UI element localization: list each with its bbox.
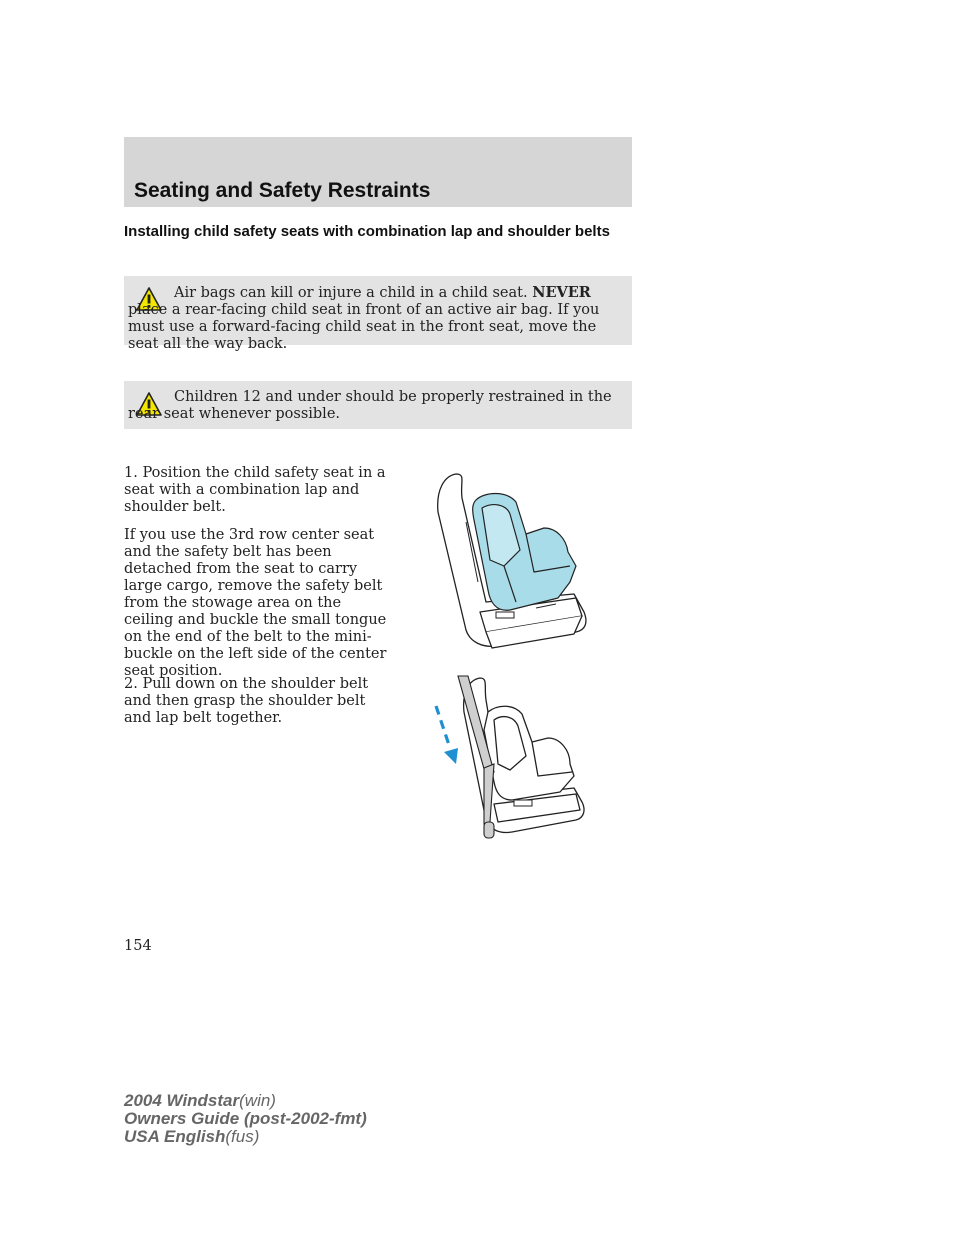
step-1-text: 1. Position the child safety seat in a seat with a combination lap and shoulder belt. xyxy=(124,465,386,515)
footer-line-1: 2004 Windstar(win) xyxy=(124,1091,276,1110)
warning-box-airbag xyxy=(124,276,632,352)
section-heading: Installing child safety seats with combination lap and shoulder belts xyxy=(124,223,610,240)
page-number: 154 xyxy=(124,938,152,954)
footer-line-2: Owners Guide (post-2002-fmt) xyxy=(124,1109,367,1128)
pull-shoulder-belt-illustration xyxy=(428,672,588,844)
document-footer xyxy=(124,1092,367,1146)
section-title: Seating and Safety Restraints xyxy=(134,179,431,202)
footer-line-3: USA English(fus) xyxy=(124,1127,260,1146)
warning-text-airbag: Air bags can kill or injure a child in a child seat. NEVER place a rear-facing child seat in front of an active air bag. If you must use a forward-facing child seat in the front seat, move the seat all the way back. xyxy=(128,284,600,352)
step-2-text: 2. Pull down on the shoulder belt and then grasp the shoulder belt and lap belt together. xyxy=(124,676,369,726)
section-header-band xyxy=(124,137,632,207)
warning-box-children xyxy=(124,381,632,429)
pull-direction-arrow xyxy=(436,706,458,764)
child-seat-on-vehicle-seat-illustration xyxy=(426,462,596,652)
warning-text-children: Children 12 and under should be properly restrained in the rear seat whenever possible. xyxy=(128,389,612,422)
step-1-note: If you use the 3rd row center seat and the safety belt has been detached from the seat to carry large cargo, remove the safety belt from the stowage area on the ceiling and buckle the small tongue on the end of the belt to the mini-buckle on the left side of the center seat position. xyxy=(124,527,387,679)
never-emphasis: NEVER xyxy=(532,284,591,301)
